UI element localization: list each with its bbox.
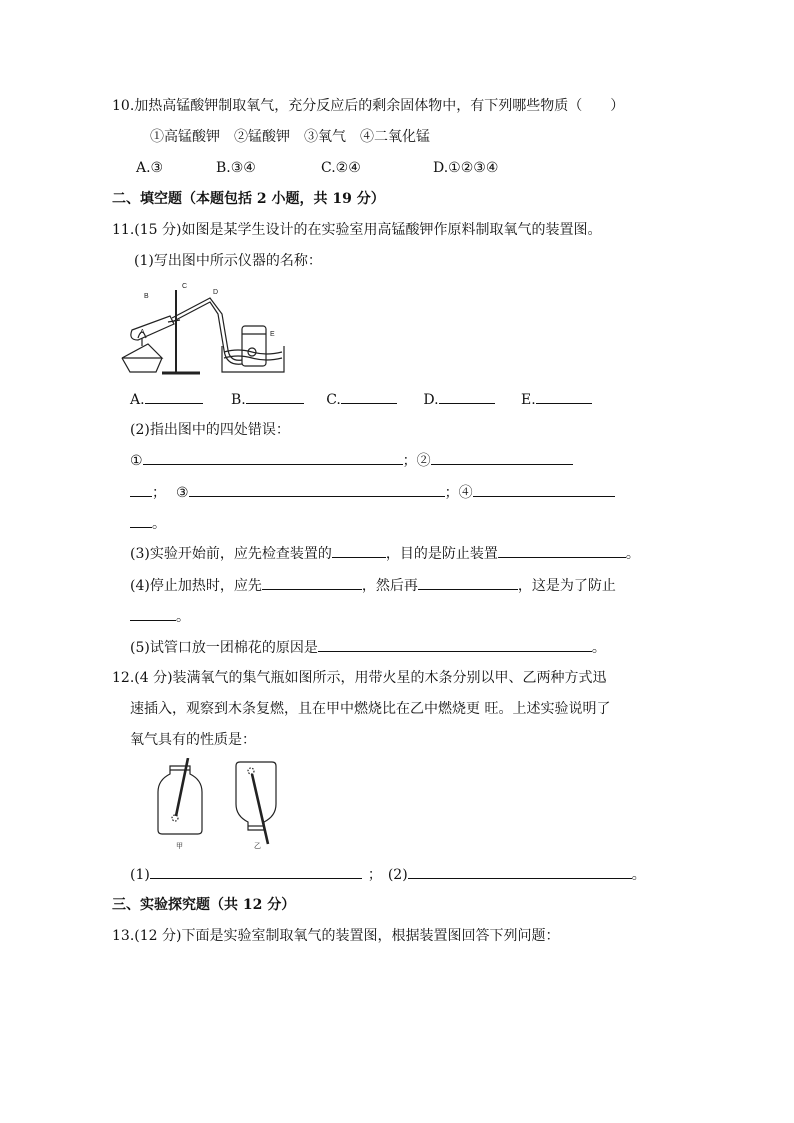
apparatus-label-d: D [213,289,219,296]
part3-text-b: ，目的是防止装置 [385,546,498,562]
q10-option-c: C.②④ [321,160,361,176]
part3-text-a: (3)实验开始前，应先检查装置的 [130,546,332,562]
q10-stem: 10.加热高锰酸钾制取氧气，充分反应后的剩余固体物中，有下列哪些物质（ ） [112,98,625,114]
q13-stem: 13.(12 分)下面是实验室制取氧气的装置图，根据装置图回答下列问题： [112,928,560,944]
period-3: 。 [176,609,190,625]
q10-items: ①高锰酸钾 ②锰酸钾 ③氧气 ④二氧化锰 [150,129,430,145]
q11-stem: 11.(15 分)如图是某学生设计的在实验室用高锰酸钾作原料制取氧气的装置图。 [112,222,602,238]
q10-options [136,158,498,178]
q12-semicolon: ； [367,867,382,883]
part4-text-b: ，然后再 [361,578,418,594]
blank-q12-2[interactable] [408,864,632,879]
q12-ans1-label: (1) [130,867,150,883]
blank-q12-1[interactable] [150,864,362,879]
q12-stem-1: 12.(4 分)装满氧气的集气瓶如图所示，用带火星的木条分别以甲、乙两种方式迅 [112,670,607,686]
blank-part4-2[interactable] [418,575,518,590]
bottle-label-yi: 乙 [254,842,261,850]
answer-label-d: D. [423,392,439,408]
blank-c[interactable] [341,389,397,404]
q12-stem-3: 氧气具有的性质是： [130,732,256,748]
q11-part4 [130,575,616,596]
mark-4: ④ [458,485,473,501]
period-1: 。 [152,516,166,532]
blank-part3-1[interactable] [332,543,386,558]
part4-text-c: ，这是为了防止 [517,578,616,594]
apparatus-label-c: C [182,283,188,290]
answer-label-a: A. [130,392,145,408]
period-4: 。 [591,640,606,656]
oxygen-apparatus-figure [118,280,288,380]
bottle-label-jia: 甲 [176,842,183,850]
period-2: 。 [625,546,640,562]
q10-option-b: B.③④ [216,160,256,176]
blank-part4-3[interactable] [130,606,176,621]
error-row-2 [130,482,615,503]
apparatus-label-b: B [144,293,149,300]
answer-label-b: B. [231,392,246,408]
q10-option-a: A.③ [136,160,164,176]
apparatus-label-a: A [140,329,145,336]
q12-ans2-label: (2) [387,867,408,883]
blank-part3-2[interactable] [498,543,626,558]
mark-2: ② [416,453,431,469]
answer-label-e: E. [520,392,536,408]
answer-label-c: C. [326,392,341,408]
part5-text: (5)试管口放一团棉花的原因是 [130,640,318,656]
semicolon-2: ； [152,485,166,501]
error-row-1 [130,450,573,471]
semicolon-3: ； [444,485,459,501]
oxygen-bottles-figure [150,758,290,850]
q11-part1: (1)写出图中所示仪器的名称： [134,253,322,269]
blank-part4-1[interactable] [262,575,362,590]
blank-part5[interactable] [318,637,592,652]
q12-stem-2: 速插入，观察到木条复燃，且在甲中燃烧比在乙中燃烧更 旺。上述实验说明了 [130,701,611,717]
blank-b[interactable] [246,389,304,404]
apparatus-label-e: E [270,331,275,338]
part4-text-a: (4)停止加热时，应先 [130,578,262,594]
q10-option-d: D.①②③④ [433,160,499,176]
q12-answers [130,864,646,885]
semicolon-1: ； [402,453,417,469]
blank-e[interactable] [536,389,592,404]
blank-error-4[interactable] [473,482,615,497]
blank-a[interactable] [145,389,203,404]
mark-3: ③ [176,485,189,501]
blank-error-3[interactable] [189,482,445,497]
mark-1: ① [130,453,143,469]
q11-name-answers [130,389,592,410]
blank-error-4-cont[interactable] [130,513,152,528]
q11-part3 [130,543,640,564]
blank-error-2-cont[interactable] [130,482,152,497]
blank-error-2[interactable] [431,450,573,465]
q11-part5 [130,637,606,658]
blank-d[interactable] [439,389,495,404]
period-5: 。 [631,867,646,883]
section3-title: 三、实验探究题（共 12 分） [112,897,296,913]
error-row-3 [130,513,166,534]
q11-part2: (2)指出图中的四处错误： [130,422,290,438]
section2-title: 二、填空题（本题包括 2 小题，共 19 分） [112,191,385,207]
blank-error-1[interactable] [143,450,403,465]
q11-part4-cont [130,606,190,627]
